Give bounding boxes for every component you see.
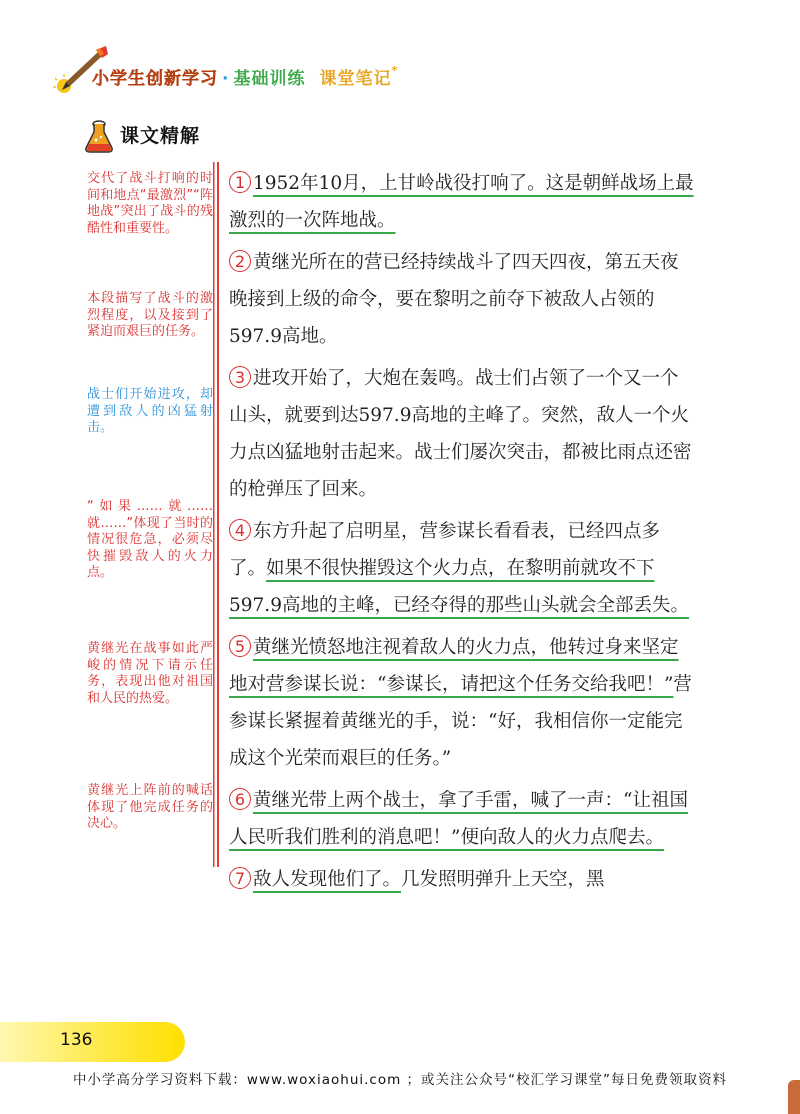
paragraph-text: 东方升起了启明星，营参谋长看看表，已经四点多了。: [229, 521, 661, 579]
page-header: [0, 0, 800, 110]
paragraph-text: 营参谋长紧握着黄继光的手，说：“好，我相信你一定能完成这个光荣而艰巨的任务。”: [229, 674, 692, 769]
paragraph: [229, 861, 695, 898]
paragraph-number: 7: [229, 867, 251, 889]
paragraph: [229, 513, 695, 624]
brand-title: 小学生创新学习: [92, 69, 218, 89]
underlined-text: 敌人发现他们了。: [253, 869, 402, 890]
brand-subtitle: 基础训练: [233, 69, 306, 89]
page-number-tab: [0, 1022, 185, 1062]
flask-icon: [82, 118, 116, 154]
underlined-text: 黄继光愤怒地注视着敌人的火力点，他转过身来坚定地对营参谋长说：“参谋长，请把这个任务交给我吧！”: [229, 637, 679, 695]
paragraph: [229, 165, 695, 239]
annotation-divider: [213, 162, 219, 867]
paragraph-number: 4: [229, 519, 251, 541]
book-series-brand: [92, 64, 398, 89]
paragraph-number: 2: [229, 250, 251, 272]
brand-separator: ·: [222, 69, 230, 89]
paragraph: [229, 629, 695, 777]
paragraph-number: 5: [229, 635, 251, 657]
paragraph: [229, 782, 695, 856]
sidebar-note: 黄继光在战事如此严峻的情况下请示任务，表现出他对祖国和人民的热爱。: [87, 641, 213, 706]
sidebar-note: 战士们开始进攻，却遭到敌人的凶猛射击。: [87, 387, 213, 435]
underlined-text: 黄继光带上两个战士，拿了手雷，喊了一声：“让祖国人民听我们胜利的消息吧！”便向敌人的火力点爬去。: [229, 790, 688, 848]
paragraph-text: 黄继光所在的营已经持续战斗了四天四夜，第五天夜晚接到上级的命令，要在黎明之前夺下被敌人占领的597.9高地。: [229, 252, 679, 347]
sidebar-note: 本段描写了战斗的激烈程度，以及接到了紧迫而艰巨的任务。: [87, 291, 213, 339]
sidebar-note: 黄继光上阵前的喊话体现了他完成任务的决心。: [87, 783, 213, 831]
paragraph: [229, 244, 695, 355]
page-corner-decoration: [788, 1080, 800, 1114]
paragraph: [229, 360, 695, 508]
brand-section: 课堂笔记: [319, 69, 392, 89]
sidebar-note: 交代了战斗打响的时间和地点“最激烈”“阵地战”突出了战斗的残酷性和重要性。: [87, 171, 213, 236]
lesson-text: [229, 165, 695, 903]
paragraph-text: 进攻开始了，大炮在轰鸣。战士们占领了一个又一个山头，就要到达597.9高地的主峰了。突然，敌人一个火力点凶猛地射击起来。战士们屡次突击，都被比雨点还密的枪弹压了回来。: [229, 368, 692, 500]
page-number: 136: [60, 1030, 93, 1050]
paragraph-number: 1: [229, 171, 251, 193]
star-icon: *: [391, 64, 399, 77]
paragraph-number: 6: [229, 788, 251, 810]
section-title: 课文精解: [120, 125, 201, 147]
paragraph-text: 几发照明弹升上天空，黑: [401, 869, 605, 890]
underlined-text: 1952年10月，上甘岭战役打响了。这是朝鲜战场上最激烈的一次阵地战。: [229, 173, 694, 231]
sidebar-note: “如果……就……就……”体现了当时的情况很危急，必须尽快摧毁敌人的火力点。: [87, 499, 213, 580]
footer-note: 中小学高分学习资料下载：www.woxiaohui.com ；或关注公众号“校汇学习课堂”每日免费领取资料: [72, 1072, 728, 1088]
underlined-text: 如果不很快摧毁这个火力点，在黎明前就攻不下597.9高地的主峰，已经夺得的那些山头就会全部丢失。: [229, 558, 689, 616]
paragraph-number: 3: [229, 366, 251, 388]
